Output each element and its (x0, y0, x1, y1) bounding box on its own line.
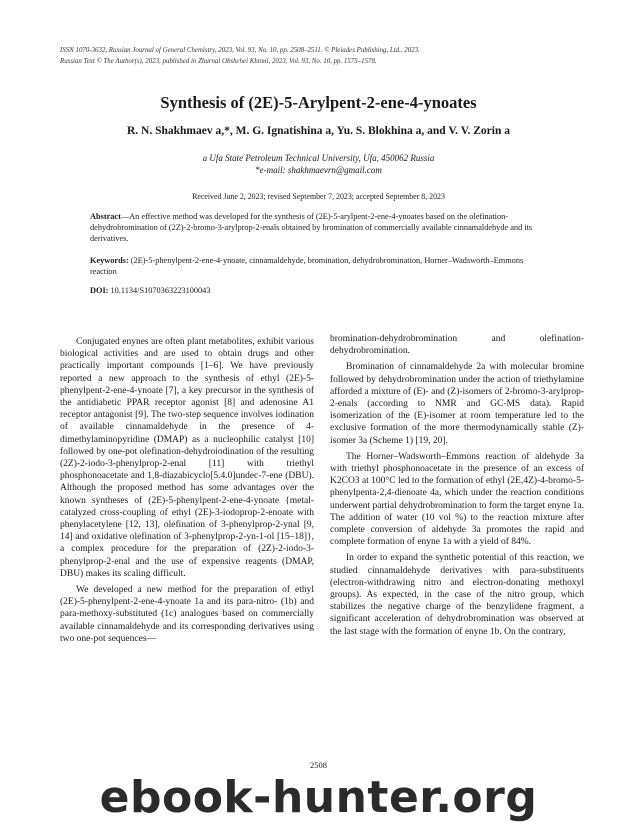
body-left-column (60, 336, 314, 649)
received-dates: Received June 2, 2023; revised September 7, 2023; accepted September 8, 2023 (192, 192, 445, 201)
author-list: R. N. Shakhmaev a,*, M. G. Ignatishina a, Yu. S. Blokhina a, and V. V. Zorin a (126, 125, 511, 137)
affiliation: a Ufa State Petroleum Technical University, Ufa, 450062 Russia (202, 153, 435, 163)
abstract-text: —An effective method was developed for the synthesis of (2E)-5-arylpent-2-ene-4-ynoates based on the olefination-dehydrobromination of (2Z)-2-bromo-3-arylprop-2-enals obtained by bromination of commercially available cinnamaldehyde and its derivatives. (90, 212, 533, 244)
paragraph: We developed a new method for the preparation of ethyl (2E)-5-phenylpent-2-ene-4-ynoate 1a and its para-nitro- (1b) and para-methoxy-substituted (1c) analogues based on commercially available cinnamaldehyde and its corresponding derivatives using two one-pot sequences— (60, 585, 314, 644)
body-right-column (330, 333, 584, 642)
contact-email[interactable]: *e-mail: shakhmaevrn@gmail.com (255, 164, 382, 175)
paragraph: bromination-dehydrobromination and olefination-dehydrobromination. (330, 334, 584, 357)
paragraph: Bromination of cinnamaldehyde 2a with molecular bromine followed by dehydrobromination under the action of triethylamine afforded a mixture of (E)- and (Z)-isomers of 2-bromo-3-arylprop-2-enals (according to NMR and GC-MS data). Rapid isomerization of the (E)-isomer at room temperature led to the exclusive formation of the more thermodynamically stable (Z)-isomer 3a (Scheme 1) [19, 20]. (330, 362, 584, 446)
paragraph: The Horner–Wadsworth–Emmons reaction of aldehyde 3a with triethyl phosphonoacetate in the presence of an excess of K2CO3 at 100°C led to the formation of ethyl (2E,4Z)-4-bromo-5-phenylpenta-2,4-dienoate 4a, which under the reaction conditions underwent partial dehydrobromination to form the target enyne 1a. The addition of water (10 vol %) to the reaction mixture after complete conversion of aldehyde 3a promotes the rapid and complete formation of enyne 1a with a yield of 84%. (330, 451, 584, 548)
doi-label: DOI: (90, 286, 109, 295)
page-number: 2508 (310, 760, 327, 770)
watermark: ebook-hunter.org (99, 772, 538, 823)
paragraph: In order to expand the synthetic potential of this reaction, we studied cinnamaldehyde derivatives with para-substituents (electron-withdrawing nitro and electron-donating methoxyl groups). As expected, in the case of the nitro group, which stabilizes the negative charge of the benzylidene fragment, a significant acceleration of dehydrobromination was observed at the last stage with the formation of enyne 1b. On the contrary, (330, 553, 584, 637)
abstract (90, 211, 548, 245)
doi-link[interactable]: 10.1134/S1070363223100043 (108, 286, 211, 295)
keywords-text: (2E)-5-phenylpent-2-ene-4-ynoate, cinnamaldehyde, bromination, dehydrobromination, Horner–Wadsworth–Emmons reaction (90, 256, 524, 277)
russian-text-line: Russian Text © The Author(s), 2023, published in Zhurnal Obshchei Khimii, 2023, Vol. 93, No. 10, pp. 1575–1578. (60, 57, 377, 65)
article-title: Synthesis of (2E)-5-Arylpent-2-ene-4-ynoates (160, 93, 477, 112)
journal-header (60, 46, 580, 67)
paragraph: Conjugated enynes are often plant metabolites, exhibit various biological activities and are used to obtain drugs and other practically important compounds [1–6]. We have previously reported a new approach to the synthesis of ethyl (2E)-5-phenylpent-2-ene-4-ynoate [7], a key precursor in the synthesis of the antidiabetic PPAR receptor agonist [8] and adenosine A1 receptor antagonist [9]. The two-step sequence involves iodination of available cinnamaldehyde in the presence of 4-dimethylaminopyridine (DMAP) as a nucleophilic catalyst [10] followed by one-pot olefination-dehydroiodination of the resulting (2Z)-2-iodo-3-phenylprop-2-enal [11] with triethyl phosphonoacetate and 1,8-diazabicyclo[5.4.0]undec-7-ene (DBU). Although the proposed method has some advantages over the known syntheses of (2E)-5-phenylpent-2-ene-4-ynoate {metal-catalyzed cross-coupling of ethyl (2E)-3-iodoprop-2-enoate with phenylacetylene [12, 13], olefination of 3-phenylprop-2-ynal [9, 14] and oxidative olefination of 3-phenylprop-2-yn-1-ol [15–18]}, a complex procedure for the preparation of (2Z)-2-iodo-3-phenylprop-2-enal and the use of expensive reagents (DMAP, DBU) makes its scaling difficult. (60, 337, 314, 579)
abstract-label: Abstract (90, 212, 121, 221)
affiliation-block (0, 153, 637, 176)
keywords-label: Keywords: (90, 256, 129, 265)
doi (90, 286, 210, 295)
keywords (90, 255, 548, 277)
journal-citation-line: ISSN 1070-3632, Russian Journal of General Chemistry, 2023, Vol. 93, No. 10, pp. 2508–2511. © Pleiades Publishing, Ltd., 2023. (60, 47, 420, 54)
